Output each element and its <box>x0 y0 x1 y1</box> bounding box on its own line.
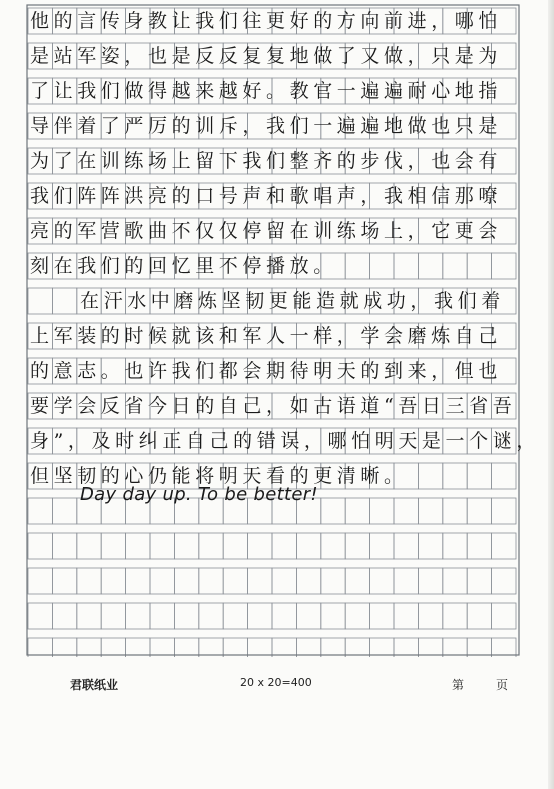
grid-cell <box>28 568 52 594</box>
essay-line: 他的言传身教让我们往更好的方向前进，哪怕 <box>30 10 503 32</box>
essay-line: 上军装的时候就该和军人一样，学会磨炼自己 <box>30 325 503 347</box>
grid-cell <box>296 603 320 629</box>
grid-cell <box>248 568 272 594</box>
essay-line: 亮的军营歌曲不仅仅停留在训练场上，它更会 <box>30 220 503 242</box>
grid-cell <box>394 638 418 657</box>
grid-cell <box>174 603 198 629</box>
grid-cell <box>77 568 101 594</box>
grid-cell <box>101 568 125 594</box>
grid-cell <box>467 603 491 629</box>
grid-cell <box>443 638 467 657</box>
essay-line: 是站军姿，也是反反复复地做了又做，只是为 <box>30 45 503 67</box>
grid-cell <box>77 533 101 559</box>
grid-cell <box>174 638 198 657</box>
essay-line: 但坚韧的心仍能将明天看的更清晰。 <box>30 465 408 487</box>
grid-cell <box>101 638 125 657</box>
grid-cell <box>467 568 491 594</box>
grid-cell <box>223 533 247 559</box>
grid-cell <box>28 288 52 314</box>
grid-cell <box>492 568 516 594</box>
grid-cell <box>321 568 345 594</box>
grid-cell <box>418 533 442 559</box>
grid-cell <box>443 533 467 559</box>
grid-cell <box>467 533 491 559</box>
grid-cell <box>370 568 394 594</box>
grid-cell <box>248 603 272 629</box>
grid-cell <box>199 603 223 629</box>
grid-cell <box>174 568 198 594</box>
closing-line: Day day up. To be better! <box>80 484 318 505</box>
grid-cell <box>52 603 76 629</box>
essay-line: 的意志。也许我们都会期待明天的到来，但也 <box>30 360 503 382</box>
essay-line: 了让我们做得越来越好。教官一遍遍耐心地指 <box>30 80 503 102</box>
grid-cell <box>52 638 76 657</box>
grid-cell <box>296 568 320 594</box>
grid-cell <box>272 568 296 594</box>
grid-cell <box>223 568 247 594</box>
grid-cell <box>467 638 491 657</box>
grid-cell <box>199 568 223 594</box>
grid-cell <box>199 533 223 559</box>
grid-cell <box>150 638 174 657</box>
essay-line: 我们阵阵洪亮的口号声和歌唱声，我相信那嘹 <box>30 185 503 207</box>
grid-cell <box>223 603 247 629</box>
grid-cell <box>199 638 223 657</box>
paper-brand: 君联纸业 <box>70 678 119 692</box>
grid-cell <box>321 638 345 657</box>
grid-cell <box>370 533 394 559</box>
grid-cell <box>443 568 467 594</box>
grid-cell <box>492 603 516 629</box>
grid-cell <box>126 638 150 657</box>
grid-cell <box>345 533 369 559</box>
grid-cell <box>248 638 272 657</box>
grid-cell <box>345 638 369 657</box>
grid-cell <box>394 533 418 559</box>
grid-cell <box>394 603 418 629</box>
grid-cell <box>52 568 76 594</box>
essay-line: 身”，及时纠正自己的错误，哪怕明天是一个谜， <box>30 430 540 452</box>
grid-cell <box>150 533 174 559</box>
grid-cell <box>418 638 442 657</box>
grid-cell <box>345 603 369 629</box>
grid-cell <box>150 603 174 629</box>
grid-cell <box>492 638 516 657</box>
page-label-prefix: 第 <box>452 678 465 692</box>
grid-cell <box>492 533 516 559</box>
grid-cell <box>101 533 125 559</box>
grid-cell <box>321 603 345 629</box>
grid-cell <box>28 638 52 657</box>
grid-cell <box>28 498 52 524</box>
grid-cell <box>443 603 467 629</box>
page-label-suffix: 页 <box>496 678 509 692</box>
grid-cell <box>370 638 394 657</box>
grid-cell <box>150 568 174 594</box>
grid-cell <box>394 568 418 594</box>
grid-cell <box>418 568 442 594</box>
grid-cell <box>296 533 320 559</box>
essay-line: 刻在我们的回忆里不停播放。 <box>30 255 337 277</box>
grid-cell <box>52 533 76 559</box>
grid-cell <box>296 638 320 657</box>
grid-cell <box>223 638 247 657</box>
grid-cell <box>345 568 369 594</box>
grid-cell <box>272 533 296 559</box>
grid-cell <box>77 603 101 629</box>
grid-cell <box>28 533 52 559</box>
grid-cell <box>28 603 52 629</box>
grid-cell <box>174 533 198 559</box>
grid-cell <box>126 533 150 559</box>
essay-line: 在汗水中磨炼坚韧更能造就成功，我们着 <box>80 290 505 312</box>
essay-line: 为了在训练场上留下我们整齐的步伐，也会有 <box>30 150 503 172</box>
grid-cell <box>126 603 150 629</box>
grid-cell <box>370 603 394 629</box>
grid-cell <box>272 603 296 629</box>
grid-cell <box>321 533 345 559</box>
essay-line: 要学会反省今日的自己，如古语道“吾日三省吾 <box>30 395 517 417</box>
grid-cell <box>272 638 296 657</box>
grid-cell <box>52 498 76 524</box>
grid-cell <box>126 568 150 594</box>
grid-cell <box>418 603 442 629</box>
page-edge-shadow <box>548 0 554 789</box>
grid-cell <box>248 533 272 559</box>
grid-size-label: 20 x 20=400 <box>240 676 312 689</box>
grid-cell <box>101 603 125 629</box>
essay-line: 导伴着了严厉的训斥，我们一遍遍地做也只是 <box>30 115 503 137</box>
grid-cell <box>77 638 101 657</box>
grid-cell <box>52 288 76 314</box>
